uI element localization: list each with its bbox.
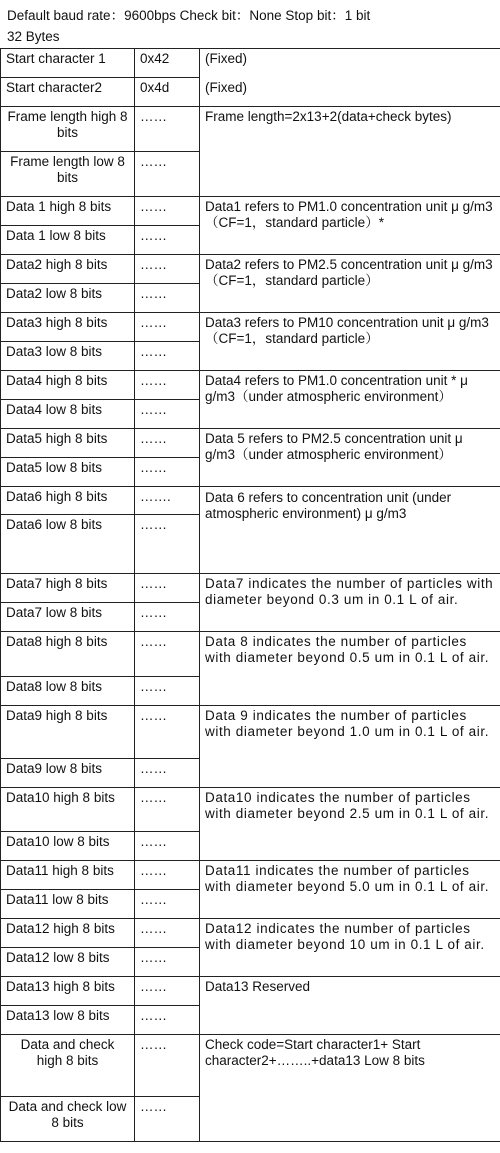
- field-value: ……: [135, 226, 200, 255]
- frame-size: 32 Bytes: [7, 29, 60, 44]
- field-value: ……: [135, 706, 200, 759]
- field-value: ……: [135, 677, 200, 706]
- field-description: Data7 indicates the number of particles with diameter beyond 0.3 um in 0.1 L of air.: [200, 574, 500, 632]
- field-name: Frame length low 8 bits: [1, 152, 135, 197]
- field-value: ……: [135, 1035, 200, 1097]
- field-value: ……: [135, 284, 200, 313]
- field-value: 0x42: [135, 49, 200, 78]
- field-name: Data3 low 8 bits: [1, 342, 135, 371]
- field-value: ……: [135, 515, 200, 574]
- table-row: [1, 371, 500, 400]
- field-value: ……: [135, 255, 200, 284]
- field-value: ……: [135, 832, 200, 861]
- table-row: [1, 49, 500, 78]
- field-name: Data13 low 8 bits: [1, 1006, 135, 1035]
- field-name: Start character 1: [1, 49, 135, 78]
- field-name: Data 1 low 8 bits: [1, 226, 135, 255]
- field-name: Data and check low 8 bits: [1, 1097, 135, 1142]
- table-row: [1, 706, 500, 759]
- field-description: Data 6 refers to concentration unit (under atmospheric environment) μ g/m3: [200, 487, 500, 574]
- field-description: Data 8 indicates the number of particles with diameter beyond 0.5 um in 0.1 L of air.: [200, 632, 500, 706]
- field-name: Data6 low 8 bits: [1, 515, 135, 574]
- field-name: Data4 low 8 bits: [1, 400, 135, 429]
- field-name: Data9 low 8 bits: [1, 759, 135, 788]
- field-value: ……: [135, 429, 200, 458]
- field-value: ……: [135, 861, 200, 890]
- frame-format-table: [0, 48, 500, 1142]
- field-name: Data8 low 8 bits: [1, 677, 135, 706]
- field-name: Data10 low 8 bits: [1, 832, 135, 861]
- field-description: Data13 Reserved: [200, 977, 500, 1035]
- field-description: Data 9 indicates the number of particles with diameter beyond 1.0 um in 0.1 L of air.: [200, 706, 500, 788]
- table-row: [1, 313, 500, 342]
- field-name: Data5 low 8 bits: [1, 458, 135, 487]
- field-value: ……: [135, 400, 200, 429]
- field-value: ……: [135, 632, 200, 677]
- table-row: [1, 429, 500, 458]
- field-name: Data2 low 8 bits: [1, 284, 135, 313]
- field-description: (Fixed): [200, 78, 500, 107]
- field-value: 0x4d: [135, 78, 200, 107]
- field-value: ……: [135, 788, 200, 832]
- field-value: ……: [135, 603, 200, 632]
- table-row: [1, 632, 500, 677]
- table-row: [1, 574, 500, 603]
- field-name: Data and check high 8 bits: [1, 1035, 135, 1097]
- field-description: Data12 indicates the number of particles with diameter beyond 10 um in 0.1 L of air.: [200, 919, 500, 977]
- table-row: [1, 107, 500, 152]
- field-name: Data2 high 8 bits: [1, 255, 135, 284]
- field-name: Data8 high 8 bits: [1, 632, 135, 677]
- field-name: Data3 high 8 bits: [1, 313, 135, 342]
- field-name: Data7 high 8 bits: [1, 574, 135, 603]
- field-description: Data 5 refers to PM2.5 concentration unit μ g/m3（under atmospheric environment）: [200, 429, 500, 487]
- field-description: Data1 refers to PM1.0 concentration unit μ g/m3（CF=1，standard particle）*: [200, 197, 500, 255]
- table-row: [1, 919, 500, 948]
- field-name: Data9 high 8 bits: [1, 706, 135, 759]
- table-row: [1, 861, 500, 890]
- field-description: Frame length=2x13+2(data+check bytes): [200, 107, 500, 197]
- field-value: ……: [135, 759, 200, 788]
- table-row: [1, 255, 500, 284]
- field-value: ……: [135, 107, 200, 152]
- field-description: Data4 refers to PM1.0 concentration unit * μ g/m3（under atmospheric environment）: [200, 371, 500, 429]
- field-value: ……: [135, 313, 200, 342]
- field-value: ……: [135, 371, 200, 400]
- field-value: ……: [135, 1006, 200, 1035]
- field-name: Data11 high 8 bits: [1, 861, 135, 890]
- field-value: ……: [135, 1097, 200, 1142]
- field-name: Data10 high 8 bits: [1, 788, 135, 832]
- field-name: Frame length high 8 bits: [1, 107, 135, 152]
- serial-settings: Default baud rate：9600bps Check bit：None Stop bit：1 bit: [7, 8, 371, 23]
- field-name: Data12 low 8 bits: [1, 948, 135, 977]
- field-value: ……: [135, 574, 200, 603]
- table-row: [1, 1035, 500, 1097]
- field-description: Data3 refers to PM10 concentration unit μ g/m3（CF=1，standard particle）: [200, 313, 500, 371]
- field-value: ……: [135, 342, 200, 371]
- table-row: [1, 78, 500, 107]
- field-value: ……: [135, 152, 200, 197]
- field-name: Data 1 high 8 bits: [1, 197, 135, 226]
- field-name: Data7 low 8 bits: [1, 603, 135, 632]
- field-value: ……: [135, 977, 200, 1006]
- field-name: Data4 high 8 bits: [1, 371, 135, 400]
- field-description: Check code=Start character1+ Start character2+……..+data13 Low 8 bits: [200, 1035, 500, 1142]
- field-value: ……: [135, 948, 200, 977]
- field-value: …….: [135, 487, 200, 515]
- table-row: [1, 788, 500, 832]
- field-name: Data6 high 8 bits: [1, 487, 135, 515]
- field-name: Data11 low 8 bits: [1, 890, 135, 919]
- field-value: ……: [135, 197, 200, 226]
- field-name: Data12 high 8 bits: [1, 919, 135, 948]
- table-row: [1, 197, 500, 226]
- field-description: Data10 indicates the number of particles with diameter beyond 2.5 um in 0.1 L of air.: [200, 788, 500, 861]
- field-name: Data13 high 8 bits: [1, 977, 135, 1006]
- field-name: Start character2: [1, 78, 135, 107]
- field-name: Data5 high 8 bits: [1, 429, 135, 458]
- field-value: ……: [135, 919, 200, 948]
- field-description: (Fixed): [200, 49, 500, 78]
- table-row: [1, 487, 500, 515]
- table-row: [1, 977, 500, 1006]
- field-description: Data2 refers to PM2.5 concentration unit μ g/m3（CF=1，standard particle）: [200, 255, 500, 313]
- field-description: Data11 indicates the number of particles with diameter beyond 5.0 um in 0.1 L of air.: [200, 861, 500, 919]
- field-value: ……: [135, 890, 200, 919]
- field-value: ……: [135, 458, 200, 487]
